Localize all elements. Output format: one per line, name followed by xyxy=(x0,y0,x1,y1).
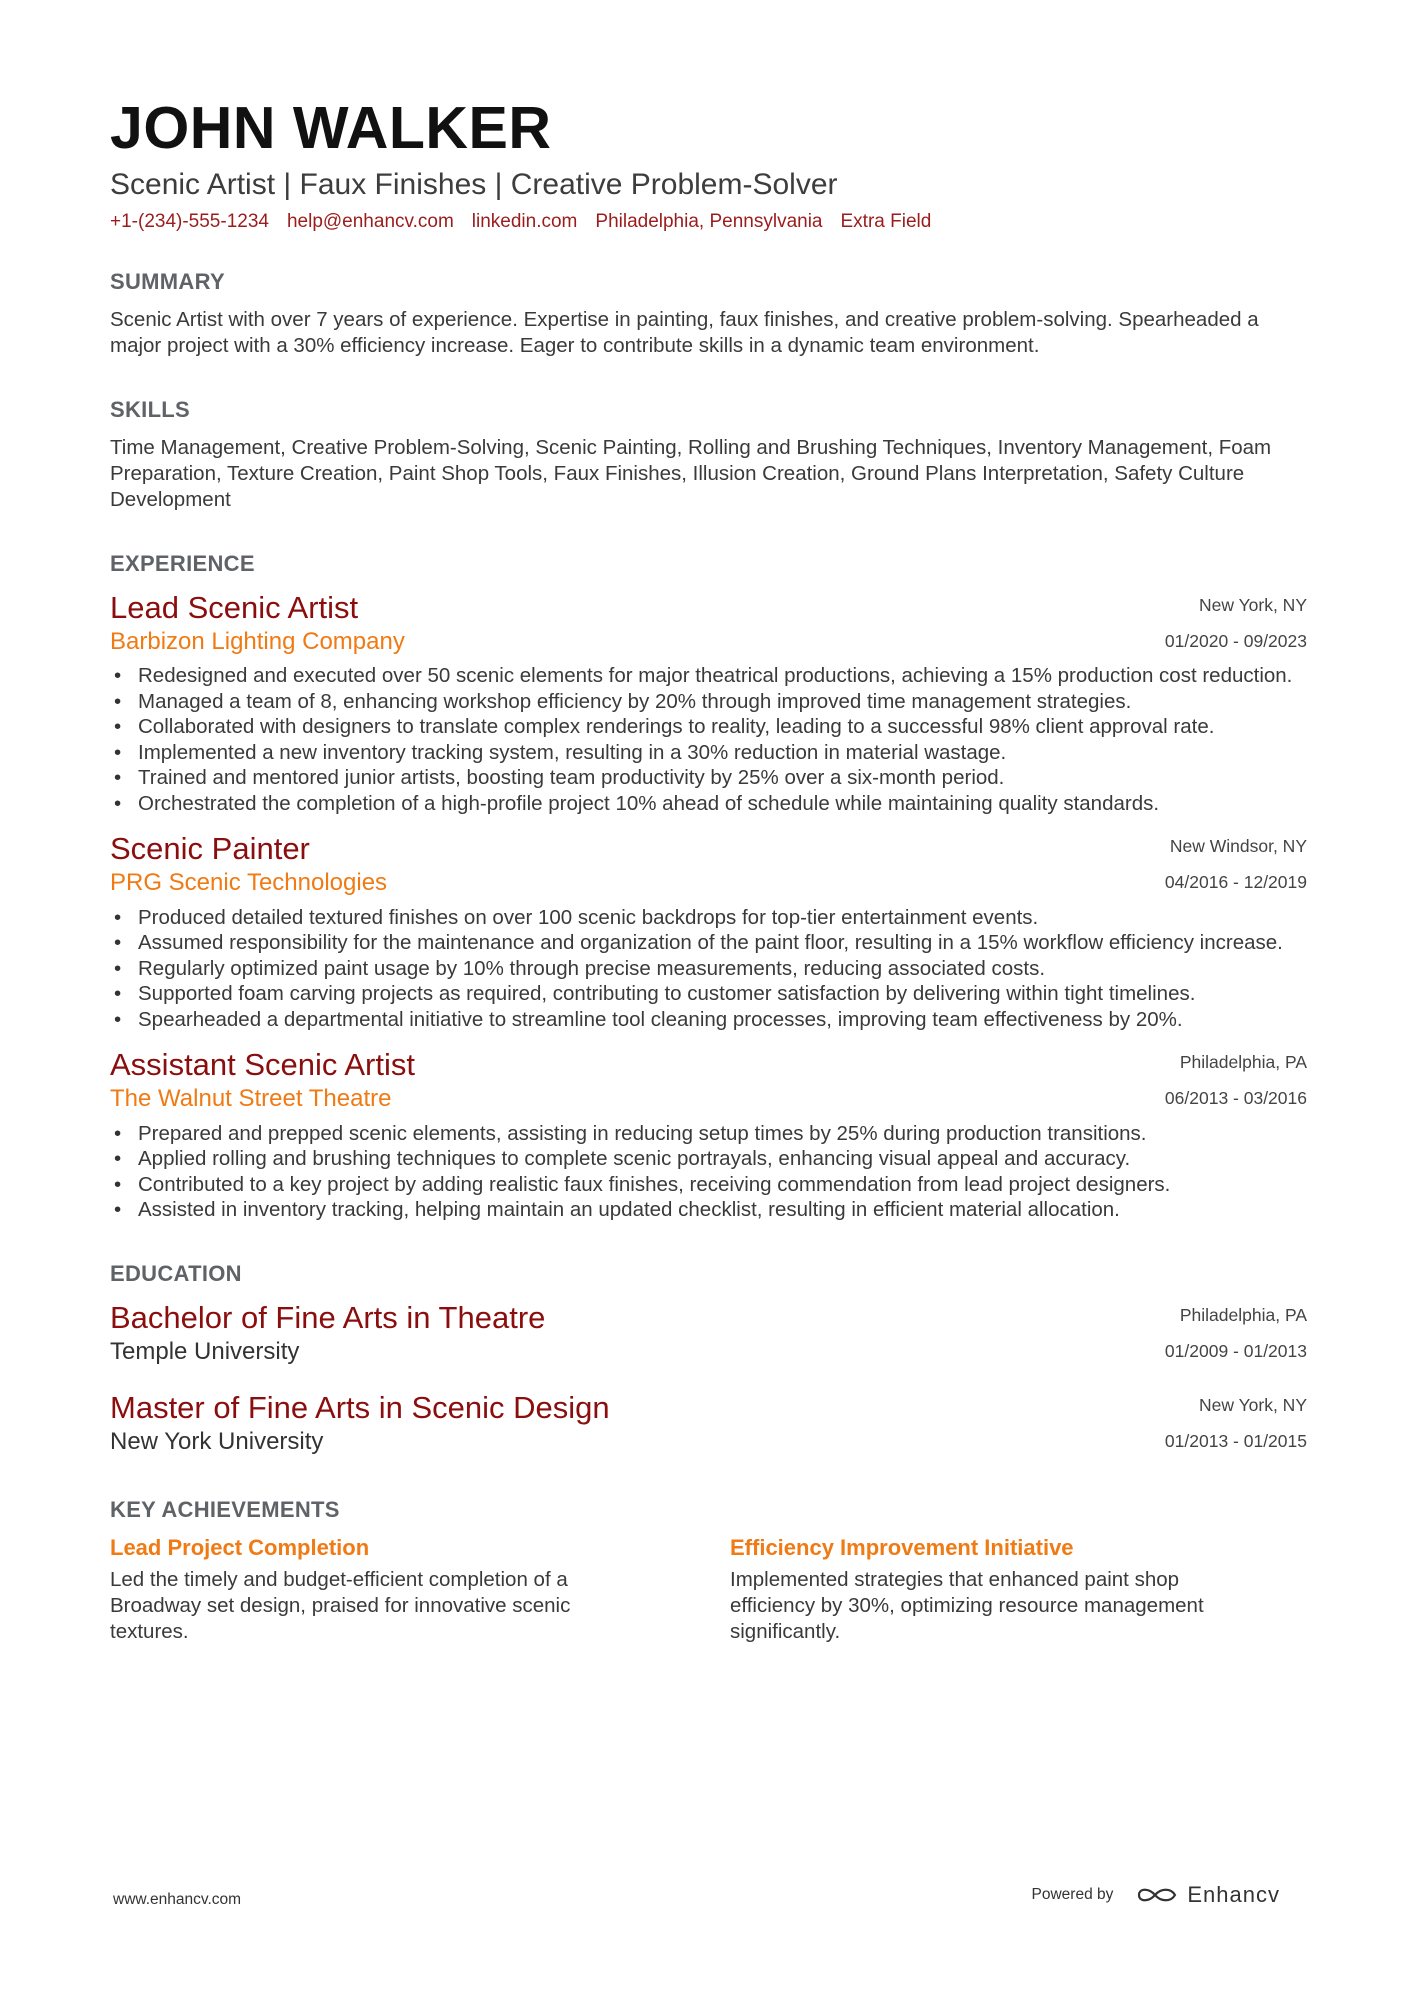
bullet-item: • Orchestrated the completion of a high-profile project 10% ahead of schedule while maintaining quality standards. xyxy=(138,791,1307,817)
job-entry xyxy=(110,1046,1307,1222)
section-title: EDUCATION xyxy=(110,1260,242,1286)
extra-field: Extra Field xyxy=(840,210,932,232)
school-name: New York University xyxy=(110,1428,324,1456)
degree: Master of Fine Arts in Scenic Design xyxy=(110,1389,610,1425)
achievement-text: Implemented strategies that enhanced paint shop efficiency by 30%, optimizing resource management significantly. xyxy=(730,1568,1204,1644)
bullet-item: • Collaborated with designers to translate complex renderings to reality, leading to a successful 98% client approval rate. xyxy=(138,714,1307,740)
achievements-section xyxy=(110,1497,1307,1645)
job-location: New Windsor, NY xyxy=(1169,836,1307,857)
job-header xyxy=(110,1046,1307,1114)
powered-by-label: Powered by xyxy=(1031,1886,1114,1903)
summary-section xyxy=(110,269,1307,359)
bullet-item: • Managed a team of 8, enhancing workshop efficiency by 20% through improved time management strategies. xyxy=(138,689,1307,715)
job-dates: 01/2020 - 09/2023 xyxy=(1164,630,1307,651)
company-name: Barbizon Lighting Company xyxy=(110,628,405,656)
footer-branding xyxy=(1032,1882,1280,1908)
job-title: Lead Scenic Artist xyxy=(110,589,359,625)
enhancv-logo-icon xyxy=(1135,1883,1179,1907)
company-name: The Walnut Street Theatre xyxy=(110,1085,392,1113)
job-bullets xyxy=(110,663,1307,816)
bullet-item: • Supported foam carving projects as required, contributing to customer satisfaction by delivering within tight timelines. xyxy=(138,981,1307,1007)
skills-section xyxy=(110,397,1307,513)
job-title: Scenic Painter xyxy=(110,831,310,867)
job-header xyxy=(110,830,1307,898)
experience-section xyxy=(110,551,1307,1223)
education-location: New York, NY xyxy=(1199,1394,1307,1415)
bullet-item: • Assisted in inventory tracking, helping maintain an updated checklist, resulting in efficient material allocation. xyxy=(138,1197,1307,1223)
achievement-text: Led the timely and budget-efficient completion of a Broadway set design, praised for innovative scenic textures. xyxy=(110,1568,571,1644)
footer-website[interactable]: www.enhancv.com xyxy=(113,1891,242,1908)
job-location: New York, NY xyxy=(1199,594,1307,615)
bullet-item: • Spearheaded a departmental initiative to streamline tool cleaning processes, improving team effectiveness by 20%. xyxy=(138,1007,1307,1033)
education-section xyxy=(110,1261,1307,1458)
brand-name: Enhancv xyxy=(1187,1882,1280,1907)
job-entry xyxy=(110,589,1307,816)
school-name: Temple University xyxy=(110,1337,300,1365)
degree: Bachelor of Fine Arts in Theatre xyxy=(110,1299,546,1335)
email[interactable]: help@enhancv.com xyxy=(286,210,454,232)
bullet-item: • Contributed to a key project by adding realistic faux finishes, receiving commendation from lead project designers. xyxy=(138,1172,1307,1198)
achievement-title: Efficiency Improvement Initiative xyxy=(730,1535,1074,1561)
enhancv-logo[interactable] xyxy=(1135,1882,1280,1908)
bullet-item: • Produced detailed textured finishes on over 100 scenic backdrops for top-tier entertainment events. xyxy=(138,905,1307,931)
education-entry xyxy=(110,1299,1307,1367)
candidate-name: JOHN WALKER xyxy=(110,95,552,161)
job-entry xyxy=(110,830,1307,1032)
achievement-title: Lead Project Completion xyxy=(110,1535,370,1561)
section-title: EXPERIENCE xyxy=(110,550,255,576)
education-header xyxy=(110,1389,1307,1457)
education-dates: 01/2009 - 01/2013 xyxy=(1164,1340,1307,1361)
job-title: Assistant Scenic Artist xyxy=(110,1047,415,1083)
job-dates: 06/2013 - 03/2016 xyxy=(1164,1088,1307,1109)
bullet-item: • Prepared and prepped scenic elements, assisting in reducing setup times by 25% during production transitions. xyxy=(138,1121,1307,1147)
job-bullets xyxy=(110,1121,1307,1223)
company-name: PRG Scenic Technologies xyxy=(110,869,388,897)
education-location: Philadelphia, PA xyxy=(1179,1304,1307,1325)
location: Philadelphia, Pennsylvania xyxy=(595,210,823,232)
section-title: SUMMARY xyxy=(110,268,225,294)
bullet-item: • Regularly optimized paint usage by 10% through precise measurements, reducing associated costs. xyxy=(138,956,1307,982)
job-dates: 04/2016 - 12/2019 xyxy=(1164,872,1307,893)
resume-content xyxy=(110,96,1307,1645)
section-title: KEY ACHIEVEMENTS xyxy=(110,1497,340,1523)
section-title: SKILLS xyxy=(110,396,191,422)
bullet-item: • Implemented a new inventory tracking system, resulting in a 30% reduction in material wastage. xyxy=(138,740,1307,766)
phone[interactable]: +1-(234)-555-1234 xyxy=(110,210,269,232)
education-dates: 01/2013 - 01/2015 xyxy=(1164,1430,1307,1451)
linkedin-link[interactable]: linkedin.com xyxy=(471,210,578,232)
summary-text: Scenic Artist with over 7 years of experience. Expertise in painting, faux finishes, and creative problem-solving. Spearheaded a major project with a 30% efficiency increase. Eager to contribute skills in a dynamic team environment. xyxy=(110,307,1259,357)
achievement-item xyxy=(730,1535,1250,1645)
headline: Scenic Artist | Faux Finishes | Creative Problem-Solver xyxy=(110,167,838,201)
education-header xyxy=(110,1299,1307,1367)
bullet-item: • Applied rolling and brushing techniques to complete scenic portrayals, enhancing visual appeal and accuracy. xyxy=(138,1146,1307,1172)
contact-bar xyxy=(110,211,1307,233)
skills-text: Time Management, Creative Problem-Solving, Scenic Painting, Rolling and Brushing Techniques, Inventory Management, Foam Preparation, Texture Creation, Paint Shop Tools, Faux Finishes, Illusion Creation, Ground Plans Interpretation, Safety Culture Development xyxy=(110,435,1272,511)
bullet-item: • Assumed responsibility for the maintenance and organization of the paint floor, resulting in a 15% workflow efficiency increase. xyxy=(138,930,1307,956)
job-location: Philadelphia, PA xyxy=(1179,1052,1307,1073)
achievements-grid xyxy=(110,1535,1307,1645)
bullet-item: • Redesigned and executed over 50 scenic elements for major theatrical productions, achieving a 15% production cost reduction. xyxy=(138,663,1307,689)
job-bullets xyxy=(110,905,1307,1033)
achievement-item xyxy=(110,1535,630,1645)
bullet-item: • Trained and mentored junior artists, boosting team productivity by 25% over a six-month period. xyxy=(138,765,1307,791)
education-entry xyxy=(110,1389,1307,1457)
job-header xyxy=(110,589,1307,657)
